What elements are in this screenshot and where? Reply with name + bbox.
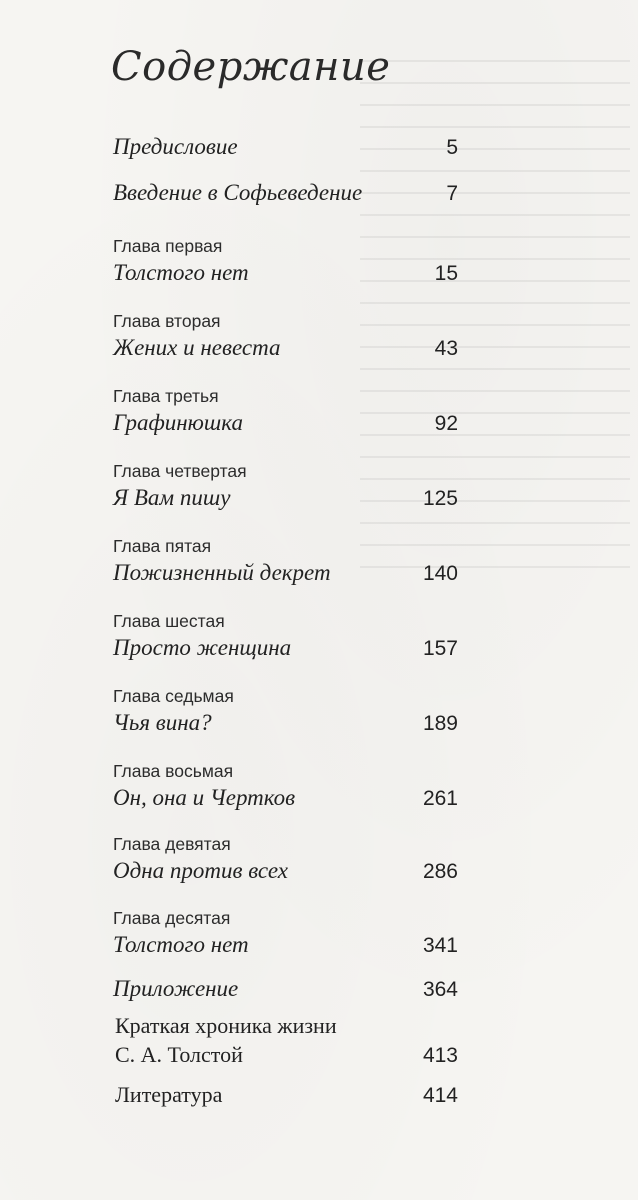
chapter-label: Глава пятая <box>113 536 212 556</box>
page-number: 341 <box>422 934 458 957</box>
entry-title: Введение в Софьеведение <box>113 180 363 205</box>
chapter-label: Глава третья <box>113 386 219 406</box>
toc-entry-introduction <box>113 176 458 208</box>
entry-title: Пожизненный декрет <box>113 560 331 585</box>
chapter-label: Глава девятая <box>113 834 231 854</box>
page-number: 7 <box>446 182 458 205</box>
entry-title: Предисловие <box>113 134 238 159</box>
toc-entry-chapter-5 <box>113 536 458 588</box>
entry-title: Я Вам пишу <box>113 485 231 510</box>
page-number: 189 <box>422 712 458 735</box>
page-number: 15 <box>434 262 458 285</box>
page-number: 157 <box>422 637 458 660</box>
toc-entry-chapter-4 <box>113 461 458 513</box>
toc-entry-chapter-8 <box>113 761 458 813</box>
entry-title: Толстого нет <box>113 932 249 957</box>
toc-entry-chapter-7 <box>113 686 458 738</box>
chapter-label: Глава шестая <box>113 611 225 631</box>
chapter-label: Глава первая <box>113 236 223 256</box>
toc-entry-chapter-1 <box>113 236 458 288</box>
toc-entry-preface <box>113 130 458 162</box>
page-number: 261 <box>422 787 458 810</box>
entry-title-line-2: С. А. Толстой <box>115 1042 243 1067</box>
chapter-label: Глава десятая <box>113 908 231 928</box>
entry-title: Графинюшка <box>113 410 243 435</box>
toc-entry-chapter-9 <box>113 834 458 886</box>
page-number: 140 <box>422 562 458 585</box>
page-title: Содержание <box>111 44 391 90</box>
chapter-label: Глава вторая <box>113 311 221 331</box>
entry-title: Одна против всех <box>113 858 288 883</box>
toc-entry-chronicle <box>113 1012 458 1070</box>
entry-title-line-1: Краткая хроника жизни <box>115 1013 337 1038</box>
page-number: 413 <box>422 1044 458 1067</box>
entry-title: Просто женщина <box>113 635 292 660</box>
page-number: 92 <box>434 412 458 435</box>
entry-title: Он, она и Чертков <box>113 785 296 810</box>
entry-title: Литература <box>115 1082 223 1107</box>
entry-title: Чья вина? <box>113 710 212 735</box>
toc-entry-appendix <box>113 972 458 1004</box>
entry-title: Жених и невеста <box>113 335 281 360</box>
page-number: 286 <box>422 860 458 883</box>
entry-title: Приложение <box>113 976 239 1001</box>
toc-entry-chapter-6 <box>113 611 458 663</box>
page-number: 43 <box>434 337 458 360</box>
entry-title: Толстого нет <box>113 260 249 285</box>
chapter-label: Глава восьмая <box>113 761 234 781</box>
toc-entry-literature <box>113 1078 458 1110</box>
chapter-label: Глава четвертая <box>113 461 247 481</box>
chapter-label: Глава седьмая <box>113 686 234 706</box>
toc-entry-chapter-3 <box>113 386 458 438</box>
page-number: 364 <box>422 978 458 1001</box>
toc-entry-chapter-2 <box>113 311 458 363</box>
page-number: 125 <box>422 487 458 510</box>
page-number: 414 <box>422 1084 458 1107</box>
page-number: 5 <box>446 136 458 159</box>
toc-entry-chapter-10 <box>113 908 458 960</box>
